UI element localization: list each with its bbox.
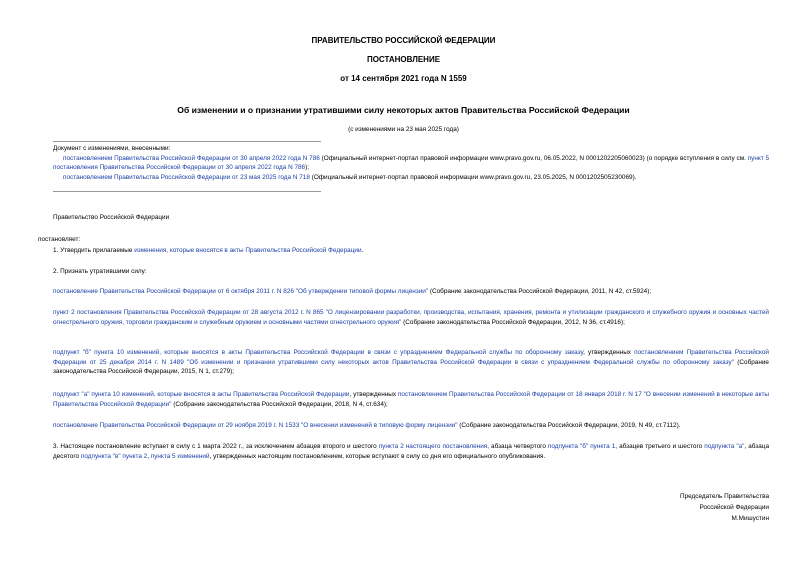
repealed-item-5: [53, 421, 769, 431]
paragraph-3: [53, 442, 769, 461]
changes-block: [53, 144, 769, 182]
repealed-3-text-2: (Собрание законодательства Российской Федерации, 2015, N 1, ст.279);: [53, 358, 769, 376]
paragraph-3-text-f: , утвержденных настоящим постановлением, которые вступают в силу со дня его официального опубликования.: [209, 452, 546, 460]
repealed-item-3: [53, 348, 769, 377]
changes-bottom-rule: [53, 191, 321, 192]
paragraph-3-text-b: , абзаца четвертого: [487, 443, 548, 450]
repealed-4-link[interactable]: подпункт "а" пункта 10 изменений, которые вносятся в акты Правительства Российской Федерации: [53, 391, 350, 398]
change-2-link[interactable]: постановлением Правительства Российской Федерации от 23 мая 2025 года N 718: [63, 173, 310, 181]
paragraph-3-text-a: 3. Настоящее постановление вступает в силу с 1 марта 2022 г., за исключением абзацев второго и шестого: [53, 443, 379, 450]
change-item-2: [53, 173, 769, 183]
repealed-3-text: , утвержденных: [583, 349, 635, 356]
change-2-text: (Официальный интернет-портал правовой информации www.pravo.gov.ru, 23.05.2025, N 0001202505230069).: [309, 173, 637, 181]
repealed-item-1: [53, 287, 769, 297]
repealed-2-text: (Собрание законодательства Российской Федерации, 2012, N 36, ст.4916);: [401, 318, 625, 326]
decides-line: постановляет:: [38, 236, 81, 243]
change-1-link-2[interactable]: пункт 5 постановления Правительства Российской Федерации от 30 апреля 2022 года N 786: [53, 154, 770, 172]
paragraph-3-link-4[interactable]: подпункта "в" пункта 2: [80, 452, 148, 460]
change-1-end: );: [305, 164, 310, 172]
paragraph-1-end: .: [361, 247, 364, 254]
repealed-1-text: (Собрание законодательства Российской Федерации, 2011, N 42, ст.5924);: [428, 288, 652, 295]
changes-intro: Документ с изменениями, внесенными:: [53, 145, 171, 152]
repealed-5-text: (Собрание законодательства Российской Федерации, 2019, N 49, ст.7112).: [457, 422, 681, 429]
repealed-4-text-2: (Собрание законодательства Российской Федерации, 2018, N 4, ст.634);: [171, 400, 388, 408]
repealed-5-link[interactable]: постановление Правительства Российской Федерации от 29 ноября 2019 г. N 1533 "О внесении изменений в типовую форму лицензии": [53, 422, 458, 429]
repealed-1-link[interactable]: постановление Правительства Российской Федерации от 6 октября 2011 г. N 826 "Об утверждении типовой формы лицензии": [53, 288, 429, 295]
signature-org: Российской Федерации: [699, 504, 769, 511]
document-type: ПОСТАНОВЛЕНИЕ: [366, 55, 441, 64]
signature-title: Председатель Правительства: [680, 493, 769, 500]
document-date-number: от 14 сентября 2021 года N 1559: [340, 74, 467, 83]
repealed-3-link[interactable]: подпункт "б" пункта 10 изменений, которые вносятся в акты Правительства Российской Федерации в связи с упразднением Федеральной службы по оборонному заказу: [53, 349, 584, 356]
paragraph-3-link-1[interactable]: пункта 2 настоящего постановления: [378, 443, 488, 450]
paragraph-3-text-d: , абзаца десятого: [53, 443, 769, 460]
change-1-link[interactable]: постановлением Правительства Российской Федерации от 30 апреля 2022 года N 786: [63, 154, 320, 162]
paragraph-1: [53, 246, 769, 256]
change-1-text: (Официальный интернет-портал правовой информации www.pravo.gov.ru, 06.05.2022, N 0001202205060023) (о порядке вступления в силу см.: [319, 154, 746, 162]
signature-block: [680, 491, 769, 524]
repealed-item-2: [53, 308, 769, 327]
repealed-4-text: , утвержденных: [349, 391, 398, 398]
repealed-4-link-2[interactable]: постановлением Правительства Российской Федерации от 18 января 2018 г. N 17 "О внесении изменений в некоторые акты Правительства Российской Федерации": [53, 391, 769, 408]
edition-note: (с изменениями на 23 мая 2025 года): [348, 126, 459, 133]
paragraph-1-text: 1. Утвердить прилагаемые: [53, 247, 135, 254]
paragraph-3-text-e: ,: [147, 452, 151, 460]
document-title: Об изменении и о признании утратившими силу некоторых актов Правительства Российской Федерации: [177, 105, 630, 115]
paragraph-3-text-c: , абзацев третьего и шестого: [615, 443, 705, 450]
signature-name: М.Мишустин: [731, 515, 769, 522]
paragraph-3-link-3[interactable]: подпункта "а": [704, 443, 745, 450]
repealed-3-link-2[interactable]: постановлением Правительства Российской Федерации от 25 декабря 2014 г. N 1489 "Об изменении и признании утратившими силу некоторых актов Правительства Российской Федерации в связи с упразднением Федеральной службы по оборонному заказу": [53, 349, 769, 366]
change-item-1: [53, 154, 769, 173]
repealed-2-link[interactable]: пункт 2 постановления Правительства Российской Федерации от 28 августа 2012 г. N 865 "О лицензировании разработки, производства, испытания, хранения, ремонта и утилизации гражданского и служебного оружия и основных частей огнестрельного оружия, торговли гражданским и служебным оружием и основными частями огнестрельного оружия": [53, 309, 769, 326]
paragraph-3-link-5[interactable]: пункта 5 изменений: [150, 452, 210, 460]
changes-top-rule: [53, 141, 321, 142]
repealed-item-4: [53, 390, 769, 409]
government-line: Правительство Российской Федерации: [53, 214, 170, 221]
government-heading: ПРАВИТЕЛЬСТВО РОССИЙСКОЙ ФЕДЕРАЦИИ: [311, 36, 496, 45]
paragraph-2: 2. Признать утратившими силу:: [53, 268, 147, 275]
changes-appendix-link[interactable]: изменения, которые вносятся в акты Правительства Российской Федерации: [134, 247, 362, 254]
paragraph-3-link-2[interactable]: подпункта "б" пункта 1: [547, 443, 616, 450]
